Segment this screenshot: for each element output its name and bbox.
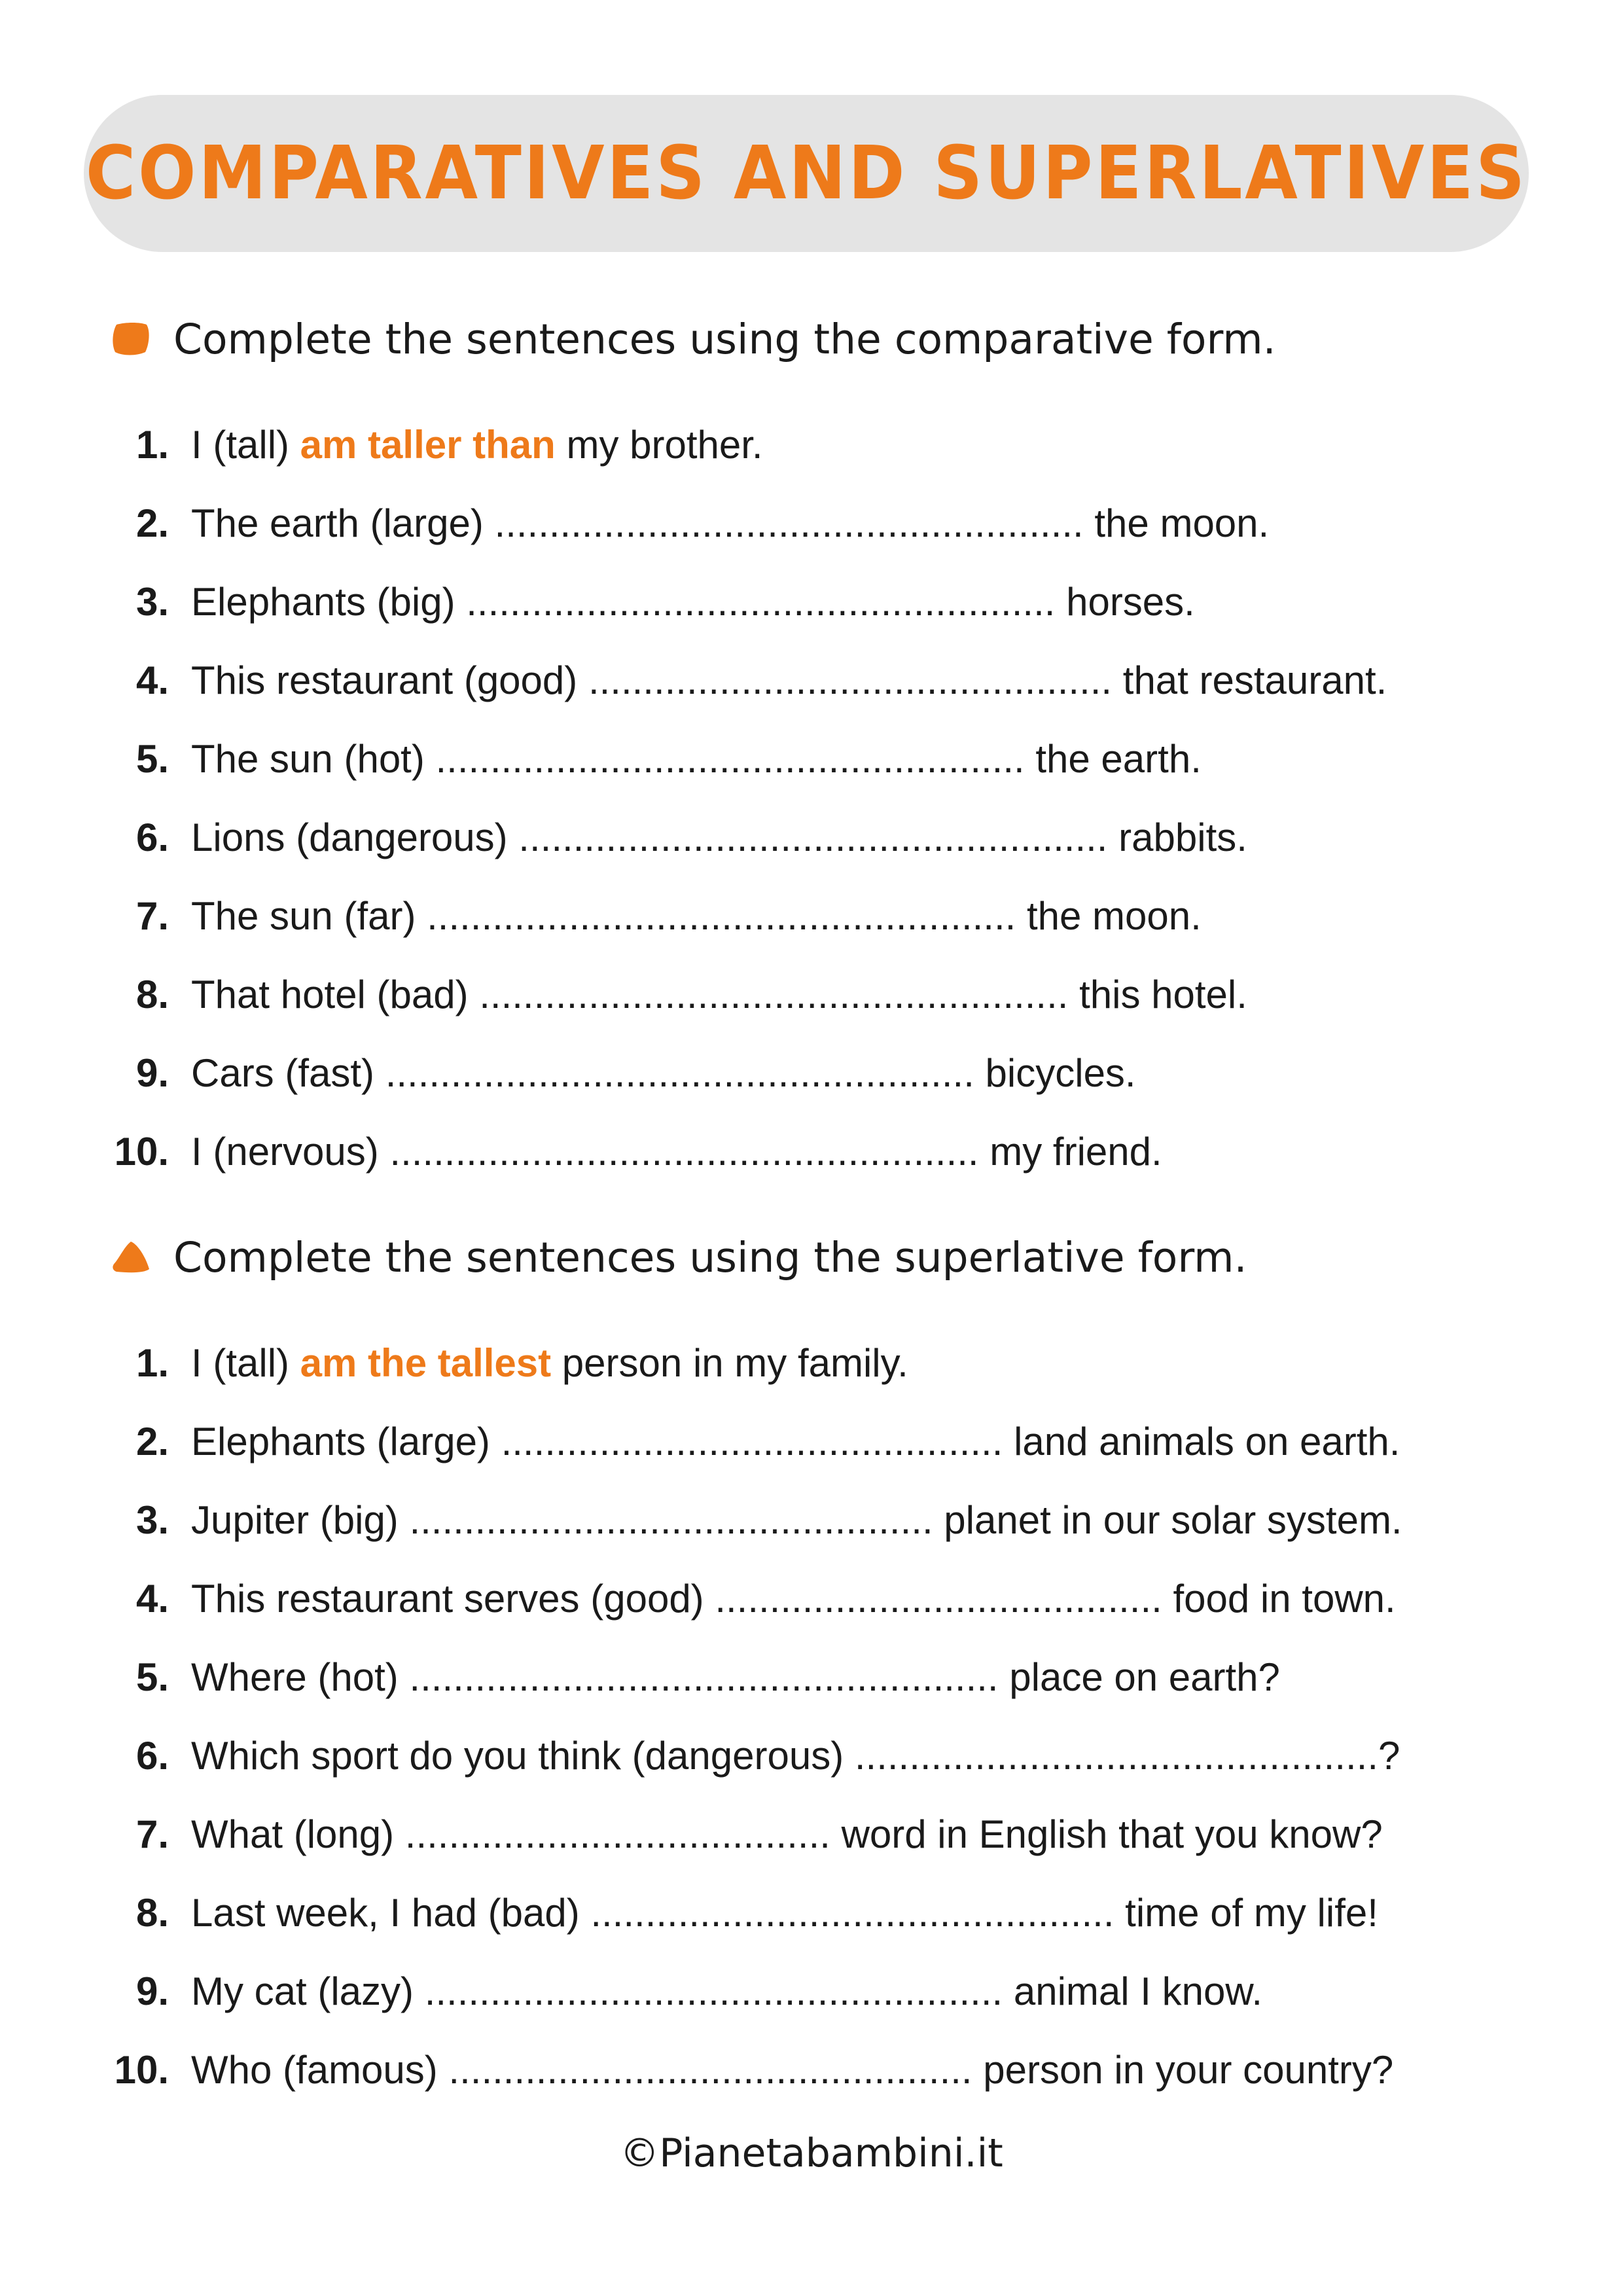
item-number: 4. [135,1577,169,1621]
item-sentence[interactable]: The sun (hot) ...................................................... the earth. [191,737,1202,781]
exercise-item [0,1113,1623,1191]
instruction-text: Complete the sentences using the superlative form. [173,1234,1247,1282]
exercise-item [0,1481,1623,1560]
exercise-item [0,2031,1623,2109]
item-number: 7. [135,894,169,938]
exercise-item [0,1874,1623,1952]
item-sentence[interactable]: I (nervous) ...................................................... my friend. [191,1130,1162,1174]
exercise-item [0,1560,1623,1638]
exercise-item [0,641,1623,720]
item-sentence[interactable]: Where (hot) ...................................................... place on earth? [191,1655,1280,1699]
item-number: 5. [135,1655,169,1699]
exercise-item [0,877,1623,956]
exercise-item [0,563,1623,641]
item-sentence: I (tall) am taller than my brother. [191,423,763,467]
page-title: COMPARATIVES AND SUPERLATIVES [85,131,1527,216]
exercise-list [0,406,1623,1191]
item-sentence[interactable]: Cars (fast) ...................................................... bicycles. [191,1051,1136,1095]
example-answer: am the tallest [300,1341,552,1385]
item-number: 3. [135,580,169,624]
item-sentence[interactable]: My cat (lazy) ..................................................... animal I know. [191,1969,1263,2013]
title-banner [84,95,1529,252]
item-number: 5. [135,737,169,781]
exercise-item [0,1717,1623,1795]
item-sentence[interactable]: The earth (large) ...................................................... the moon. [191,501,1270,545]
exercise-item [0,720,1623,798]
exercise-item [0,1952,1623,2031]
item-number: 9. [135,1051,169,1095]
item-number: 1. [135,1341,169,1385]
item-number: 10. [114,2048,169,2092]
exercise-item [0,1324,1623,1403]
item-number: 7. [135,1812,169,1856]
item-number: 8. [135,1891,169,1935]
superlative-section [0,1226,1623,2092]
copyright-footer: ©Pianetabambini.it [620,2130,1003,2176]
item-sentence[interactable]: Who (famous) ................................................ person in your country? [191,2048,1394,2092]
item-sentence[interactable]: That hotel (bad) ...................................................... this hotel. [191,973,1247,1016]
exercise-item [0,406,1623,484]
item-number: 3. [135,1498,169,1542]
item-sentence[interactable]: Last week, I had (bad) ................................................ time of my life! [191,1891,1378,1935]
item-sentence[interactable]: What (long) ....................................... word in English that you know? [191,1812,1383,1856]
orange-drop-bullet-icon [111,1240,151,1274]
item-number: 4. [135,658,169,702]
item-sentence[interactable]: Elephants (big) ...................................................... horses. [191,580,1195,624]
exercise-item [0,1795,1623,1874]
item-sentence[interactable]: Elephants (large) .............................................. land animals on earth. [191,1420,1400,1463]
item-number: 2. [135,1420,169,1463]
item-number: 1. [135,423,169,467]
item-sentence[interactable]: This restaurant (good) ................................................ that restaurant. [191,658,1387,702]
item-number: 6. [135,1734,169,1778]
item-number: 10. [114,1130,169,1174]
item-sentence[interactable]: This restaurant serves (good) ......................................... food in town. [191,1577,1396,1621]
item-sentence[interactable]: The sun (far) ...................................................... the moon. [191,894,1202,938]
instruction-row [0,1226,1623,1291]
example-answer: am taller than [300,423,556,467]
item-sentence: I (tall) am the tallest person in my family. [191,1341,908,1385]
item-sentence[interactable]: Jupiter (big) ................................................ planet in our solar system. [191,1498,1402,1542]
comparative-section [0,308,1623,1174]
exercise-item [0,1034,1623,1113]
exercise-item [0,1403,1623,1481]
instruction-row [0,308,1623,373]
exercise-item [0,1638,1623,1717]
item-number: 6. [135,816,169,859]
item-number: 9. [135,1969,169,2013]
exercise-item [0,956,1623,1034]
exercise-list [0,1324,1623,2109]
item-number: 2. [135,501,169,545]
exercise-item [0,798,1623,877]
exercise-item [0,484,1623,563]
orange-blob-bullet-icon [111,322,151,356]
instruction-text: Complete the sentences using the comparative form. [173,315,1276,363]
item-sentence[interactable]: Which sport do you think (dangerous) ................................................? [191,1734,1400,1778]
item-number: 8. [135,973,169,1016]
item-sentence[interactable]: Lions (dangerous) ...................................................... rabbits. [191,816,1247,859]
